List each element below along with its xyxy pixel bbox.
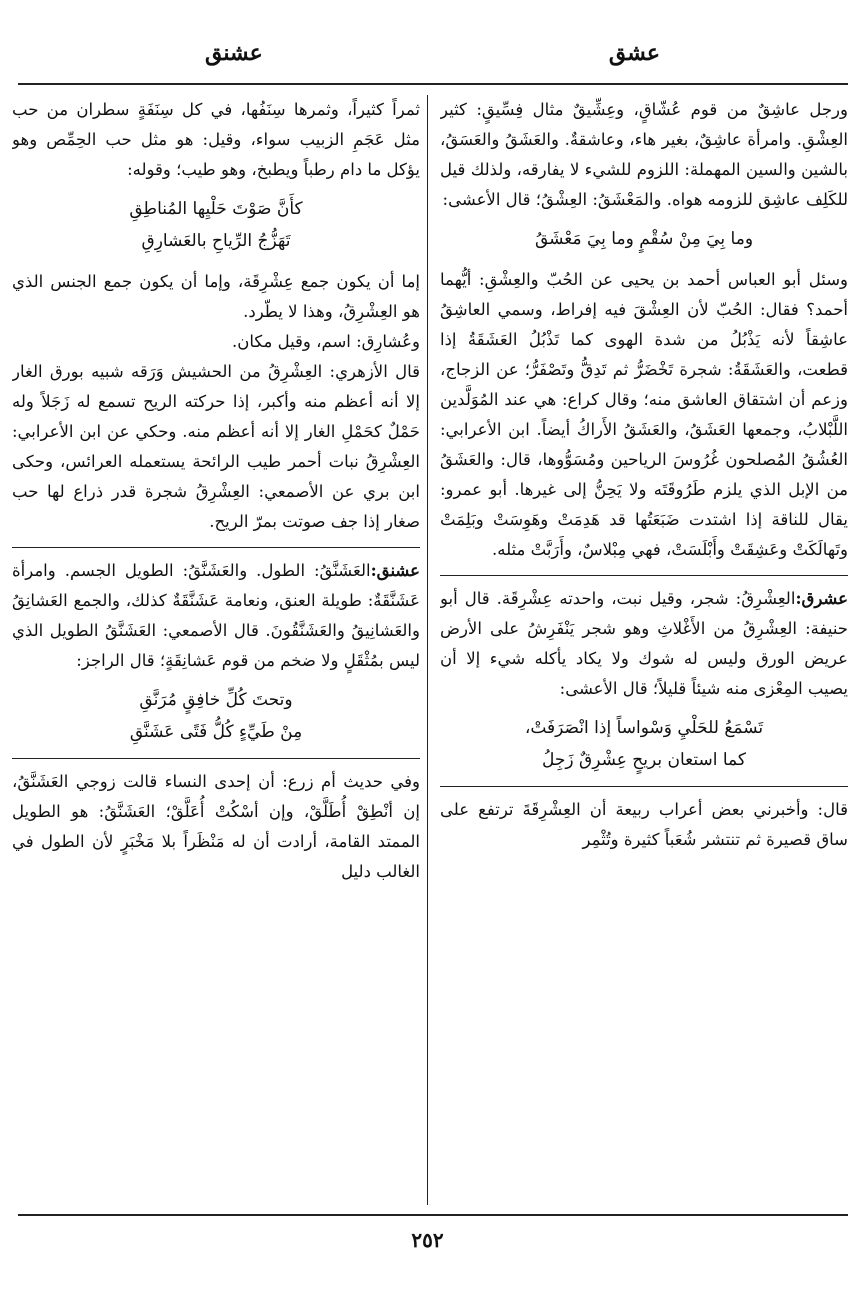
entry-ashannaq (12, 556, 420, 676)
entry-text: إما أن يكون جمع عِشْرِقَة، وإما أن يكون جمع الجنس الذي هو العِشْرِقُ، وهذا لا يطّرد. وعُشارِق: اسم، وقيل مكان. قال الأزهري: العِشْرِقُ من الحشيش وَرَقه شبيه بورق الغار إلا أنه أعظم منه وأكبر، إذا حركته الريح تسمع له زَجَلاً وله حَمْلٌ كحَمْلِ الغار إلا أنه أعظم منه. وحكي عن ابن الأعرابي: العِشْرِقُ نبات أحمر طيب الرائحة يستعمله العرائس، وحكى ابن بري عن الأصمعي: العِشْرِقُ شجرة قدر ذراع لها حب صغار إذا جف صوتت بمرّ الريح. (12, 272, 420, 531)
verse-quote: تَسْمَعُ للحَلْيِ وَسْواساً إذا انْصَرَفَتْ، كما استعان بريحٍ عِشْرِقٌ زَجِلُ (524, 718, 764, 770)
entry-ashraq (440, 584, 848, 704)
footer-rule (18, 1214, 848, 1216)
entry-separator (440, 786, 848, 787)
entry-text: ثمراً كثيراً، وثمرها سِنَفُها، في كل سِنَفَةٍ سطران من حب مثل عَجَمِ الزبيب سواء، وقيل: هو مثل حب الحِمِّص وهو يؤكل ما دام رطباً ويطبخ، وهو طيب؛ وقوله: (12, 100, 420, 179)
header-rule (18, 83, 848, 85)
verse-quote: كأَنَّ صَوْتَ حَلْيِها المُناطِقِ تَهَزُّجُ الرِّياحِ بالعَشارِقِ (129, 199, 303, 251)
header-root-right: عشق (608, 40, 660, 66)
entry-text: قال: وأخبرني بعض أعراب ربيعة أن العِشْرِقَةَ ترتفع على ساق قصيرة ثم تنتشر شُعَباً كثيرة وتُثْمِر (440, 800, 848, 849)
verse-quote: وتحتَ كُلِّ خافِقٍ مُرَنَّقِ مِنْ طَيِّءٍ كُلُّ فَتًى عَشَنَّقِ (129, 690, 303, 742)
entry-text: وسئل أبو العباس أحمد بن يحيى عن الحُبّ والعِشْقِ: أيُّهما أحمد؟ فقال: الحُبّ لأن العِشْقَ فيه إفراط، وسمي العاشِقُ عاشِقاً لأنه يَذْبُلُ من شدة الهوى كما تَذْبُلُ العَشَقَةُ إذا قطعت، والعَشَقَةُ: شجرة تَخْضَرُّ ثم تَدِقُّ وتَصْفَرُّ؛ عن الزجاج، وزعم أن اشتقاق العاشق منه؛ وقال كراع: هي عند المُوَلَّدين اللَّبْلابُ، وجمعها العَشَقُ، والعَشَقُ الأَراكُ أيضاً. ابن الأعرابي: العُشُقُ المُصلحون غُرُوسَ الرياحين ومُسَوُّوها، قال: والعَشَقُ من الإبل الذي يلزم طَرُوقَتَه ولا يَحِنُّ إلى غيرها. أبو عمرو: يقال للناقة إذا اشتدت ضَبَعَتُها قد هَدِمَتْ وهَوِسَتْ وبَلِمَتْ وتَهالَكَتْ وعَشِقَتْ وأَبْلَسَتْ، فهي مِبْلاسٌ، وأَرَبَّتْ مثله. (440, 270, 848, 559)
right-column (440, 95, 848, 1207)
entry-separator (440, 575, 848, 576)
entry-text: العَشَنَّقُ: الطول. والعَشَنَّقُ: الطويل الجسم. وامرأة عَشَنَّقَةٌ: طويلة العنق، ونعامة عَشَنَّقَةٌ كذلك، والجمع العَشانِقُ والعَشانِيقُ والعَشَنَّقُونَ. قال الأصمعي: العَشَنَّقُ الطويل الذي ليس بمُثْقَلٍ ولا ضخم من قوم عَشانِقَةٍ؛ قال الراجز: (12, 561, 420, 670)
entry-separator (12, 547, 420, 548)
entry-text: العِشْرِقُ: شجر، وقيل نبت، واحدته عِشْرِقَة. قال أبو حنيفة: العِشْرِقُ من الأَغْلاثِ وهو شجر يَنْفَرِشُ على الأرض عريض الورق وليس له شوك ولا يكاد يأكله شيء إلا أن يصيب المِعْزى منه شيئاً قليلاً؛ قال الأعشى: (440, 589, 848, 698)
column-divider (427, 95, 428, 1205)
verse-quote: وما بِيَ مِنْ سُقْمٍ وما بِيَ مَعْشَقُ (534, 229, 754, 249)
entry-text: ورجل عاشِقٌ من قوم عُشّاقٍ، وعِشِّيقٌ مثال فِسِّيقٍ: كثير العِشْقِ. وامرأة عاشِقٌ، بغير هاء، وعاشقةٌ. والعَشَقُ والعَسَقُ، بالشين والسين المهملة: اللزوم للشيء لا يفارقه، ولذلك قيل للكَلِف عاشِق للزومه هواه. والمَعْشَقُ: العِشْقُ؛ قال الأعشى: (440, 100, 848, 209)
entry-headword: عشنق: (370, 561, 420, 580)
entry-text: وفي حديث أم زرع: أن إحدى النساء قالت زوجي العَشَنَّقُ، إن أنْطِقْ أُطَلَّقْ، وإن أسْكُتْ أُعَلَّقْ؛ العَشَنَّقُ: هو الطويل الممتد القامة، أرادت أن له مَنْظَراً بلا مَخْبَرٍ لأن الطول في الغالب دليل (12, 772, 420, 881)
left-column (12, 95, 420, 1207)
entry-separator (12, 758, 420, 759)
page-number: ٢٥٢ (411, 1228, 444, 1252)
page-header (0, 40, 855, 80)
header-root-left: عشنق (205, 40, 263, 66)
entry-headword: عشرق: (795, 589, 848, 608)
